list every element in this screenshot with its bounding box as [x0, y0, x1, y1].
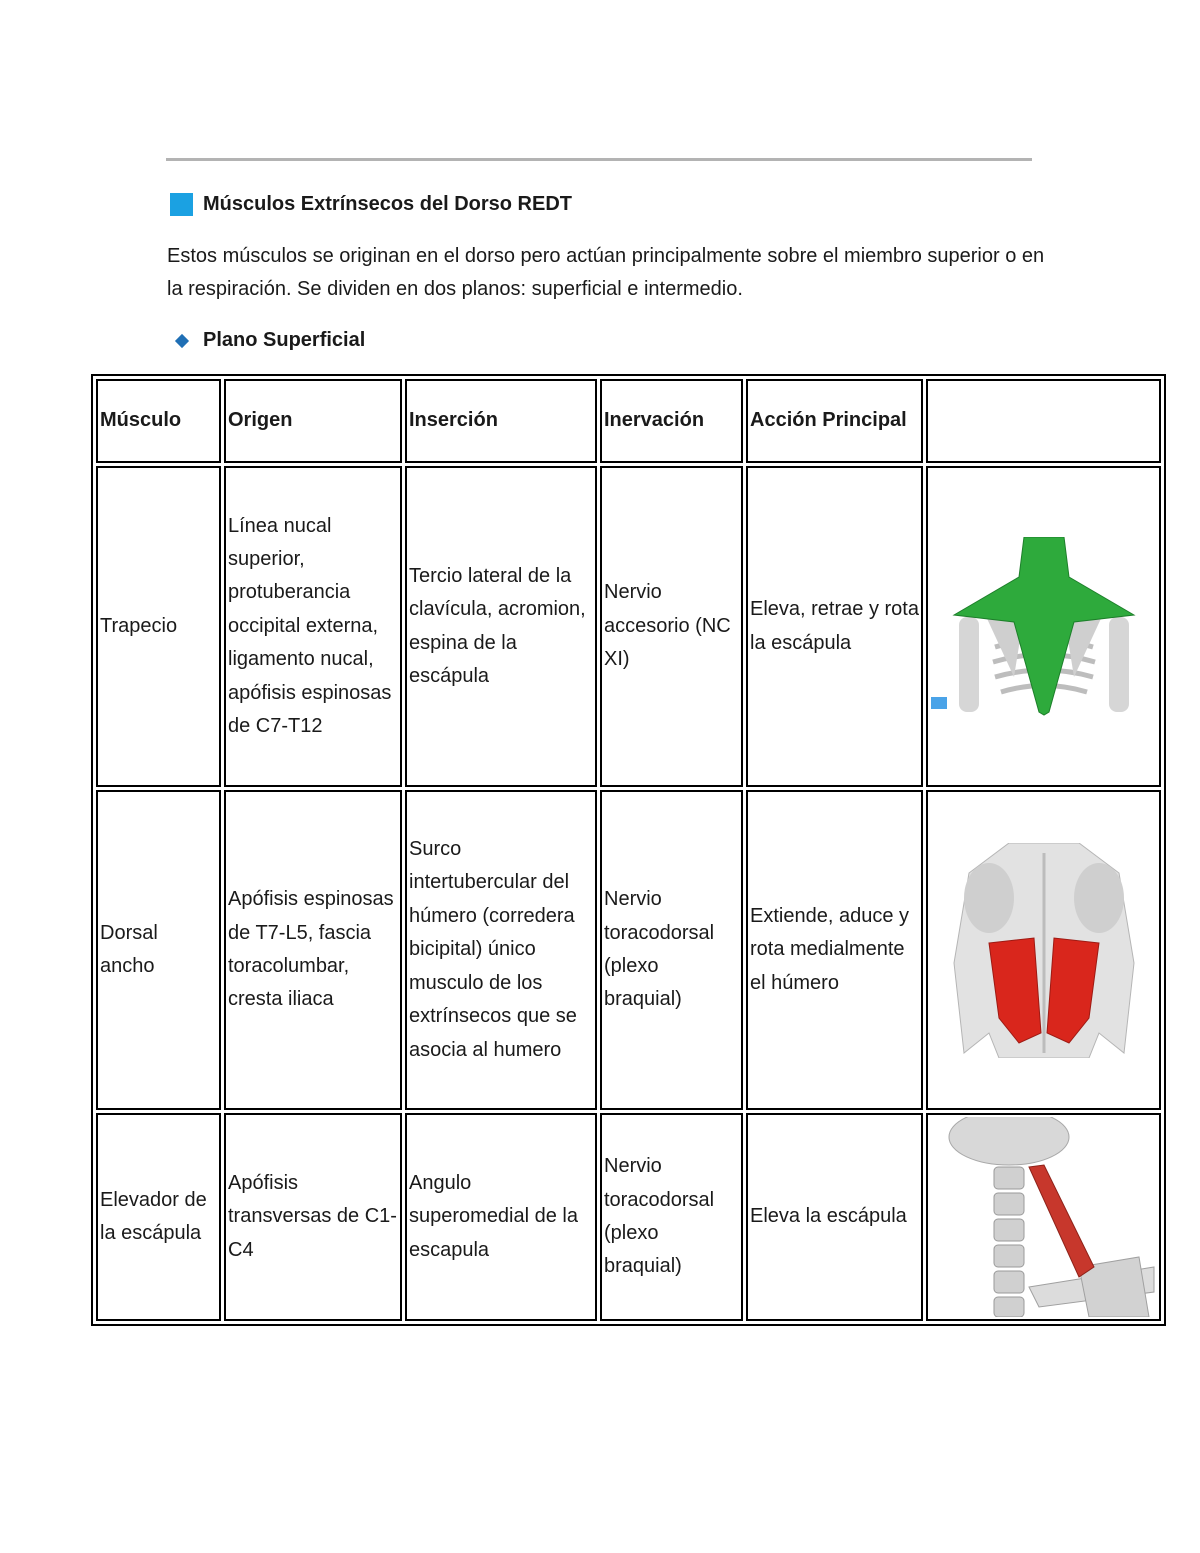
- horizontal-rule: [166, 158, 1032, 161]
- header-origen: Origen: [224, 379, 402, 463]
- trapezius-illustration: [929, 537, 1159, 717]
- diamond-bullet-icon: [175, 333, 189, 347]
- intro-paragraph: Estos músculos se originan en el dorso pero actúan principalmente sobre el miembro superior o en la respiración. Se dividen en dos planos: superficial e intermedio.: [167, 245, 1045, 300]
- table-row: [96, 466, 1161, 787]
- cell-insercion: Tercio lateral de la clavícula, acromion, espina de la escápula: [405, 466, 597, 787]
- levator-scapulae-illustration: [929, 1117, 1159, 1317]
- subsection-heading: [174, 329, 365, 352]
- cell-image: [926, 790, 1161, 1110]
- cell-origen: Apófisis espinosas de T7-L5, fascia toracolumbar, cresta iliaca: [224, 790, 402, 1110]
- cell-inervacion: Nervio accesorio (NC XI): [600, 466, 743, 787]
- blue-square-icon: [170, 193, 193, 216]
- header-accion: Acción Principal: [746, 379, 923, 463]
- source-logo-icon: [931, 697, 947, 709]
- cell-image: [926, 1113, 1161, 1321]
- header-image: [926, 379, 1161, 463]
- table-row: [96, 1113, 1161, 1321]
- cell-inervacion: Nervio toracodorsal (plexo braquial): [600, 790, 743, 1110]
- levator-muscle-shape: [1029, 1165, 1094, 1277]
- cell-inervacion: Nervio toracodorsal (plexo braquial): [600, 1113, 743, 1321]
- cell-insercion: Angulo superomedial de la escapula: [405, 1113, 597, 1321]
- cell-origen: Línea nucal superior, protuberancia occipital externa, ligamento nucal, apófisis espinosas de C7-T12: [224, 466, 402, 787]
- header-inervacion: Inervación: [600, 379, 743, 463]
- cell-insercion: Surco intertubercular del húmero (corredera bicipital) único musculo de los extrínsecos que se asocia al humero: [405, 790, 597, 1110]
- header-insercion: Inserción: [405, 379, 597, 463]
- trapezius-muscle-shape: [954, 537, 1134, 715]
- cell-accion: Eleva, retrae y rota la escápula: [746, 466, 923, 787]
- muscles-table: [91, 374, 1166, 1326]
- cell-origen: Apófisis transversas de C1-C4: [224, 1113, 402, 1321]
- cell-accion: Extiende, aduce y rota medialmente el húmero: [746, 790, 923, 1110]
- table-header-row: [96, 379, 1161, 463]
- latissimus-dorsi-illustration: [949, 843, 1139, 1058]
- header-musculo: Músculo: [96, 379, 221, 463]
- cell-image: [926, 466, 1161, 787]
- cell-musculo: Dorsal ancho: [96, 790, 221, 1110]
- table-row: [96, 790, 1161, 1110]
- section-heading: [170, 193, 572, 216]
- cell-musculo: Trapecio: [96, 466, 221, 787]
- subsection-title: Plano Superficial: [203, 329, 366, 351]
- cell-musculo: Elevador de la escápula: [96, 1113, 221, 1321]
- section-title: Músculos Extrínsecos del Dorso REDT: [203, 193, 572, 215]
- cell-accion: Eleva la escápula: [746, 1113, 923, 1321]
